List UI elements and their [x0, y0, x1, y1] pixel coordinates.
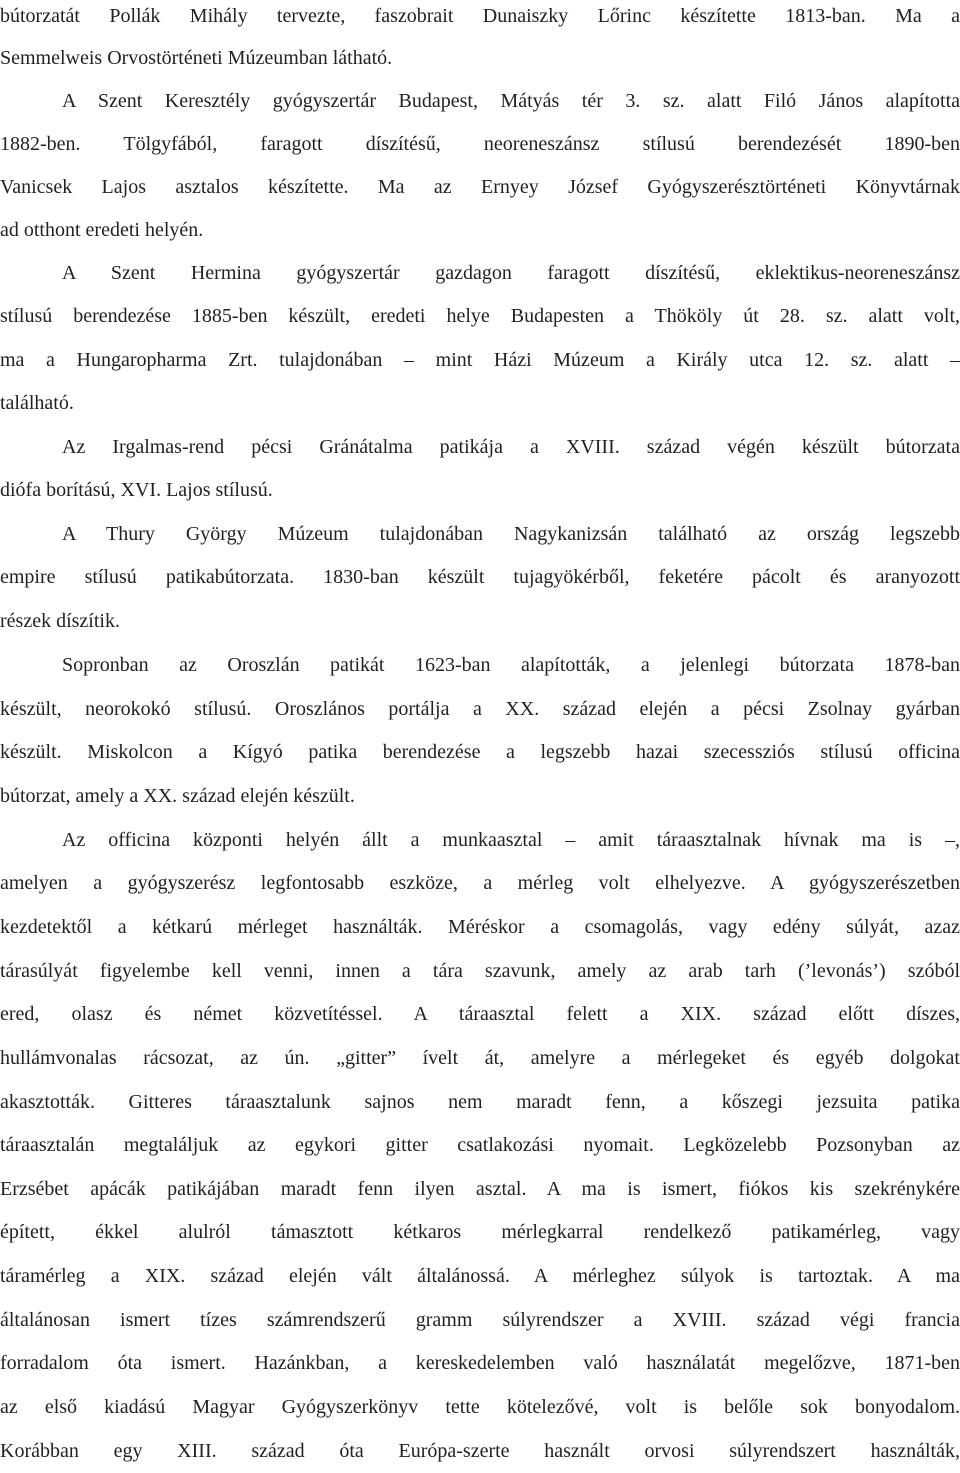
- text-line: táramérleg a XIX. század elején vált általánossá. A mérleghez súlyok is tartoztak. A ma: [0, 1265, 960, 1287]
- text-line: ad otthont eredeti helyén.: [0, 219, 204, 241]
- text-line: Sopronban az Oroszlán patikát 1623-ban alapították, a jelenlegi bútorzata 1878-ban: [62, 654, 960, 676]
- text-line: bútorzat, amely a XX. század elején készült.: [0, 785, 355, 807]
- text-line: épített, ékkel alulról támasztott kétkaros mérlegkarral rendelkező patikamérleg, vagy: [0, 1221, 960, 1243]
- text-line: stílusú berendezése 1885-ben készült, eredeti helye Budapesten a Thököly út 28. sz. alatt volt,: [0, 305, 960, 327]
- text-line: amelyen a gyógyszerész legfontosabb eszköze, a mérleg volt elhelyezve. A gyógyszerészetben: [0, 872, 960, 894]
- text-line: Semmelweis Orvostörténeti Múzeumban látható.: [0, 47, 393, 69]
- text-line: A Thury György Múzeum tulajdonában Nagykanizsán található az ország legszebb: [62, 523, 960, 545]
- text-line: diófa borítású, XVI. Lajos stílusú.: [0, 479, 273, 501]
- text-line: akasztották. Gitteres táraasztalunk sajnos nem maradt fenn, a kőszegi jezsuita patika: [0, 1091, 960, 1113]
- text-line: ma a Hungaropharma Zrt. tulajdonában – mint Házi Múzeum a Király utca 12. sz. alatt –: [0, 349, 960, 371]
- text-line: készült, neorokokó stílusú. Oroszlános portálja a XX. század elején a pécsi Zsolnay gyárban: [0, 698, 960, 720]
- text-line: készült. Miskolcon a Kígyó patika berendezése a legszebb hazai szecessziós stílusú officina: [0, 741, 960, 763]
- text-line: forradalom óta ismert. Hazánkban, a kereskedelemben való használatát megelőzve, 1871-ben: [0, 1352, 960, 1374]
- text-line: kezdetektől a kétkarú mérleget használták. Méréskor a csomagolás, vagy edény súlyát, azaz: [0, 916, 960, 938]
- text-line: tárasúlyát figyelembe kell venni, innen a tára szavunk, amely az arab tarh (’levonás’) szóból: [0, 960, 960, 982]
- text-line: általánosan ismert tízes számrendszerű gramm súlyrendszer a XVIII. század végi francia: [0, 1309, 960, 1331]
- text-line: Az Irgalmas-rend pécsi Gránátalma patikája a XVIII. század végén készült bútorzata: [62, 436, 960, 458]
- text-line: A Szent Hermina gyógyszertár gazdagon faragott díszítésű, eklektikus-neoreneszánsz: [62, 262, 960, 284]
- text-line: Korábban egy XIII. század óta Európa-szerte használt orvosi súlyrendszert használták,: [0, 1440, 960, 1462]
- text-line: Vanicsek Lajos asztalos készítette. Ma az Ernyey József Gyógyszerésztörténeti Könyvtárnak: [0, 176, 960, 198]
- text-line: található.: [0, 392, 74, 414]
- text-line: 1882-ben. Tölgyfából, faragott díszítésű, neoreneszánsz stílusú berendezését 1890-ben: [0, 133, 960, 155]
- text-line: Erzsébet apácák patikájában maradt fenn ilyen asztal. A ma is ismert, fiókos kis szekrénykére: [0, 1178, 960, 1200]
- text-line: hullámvonalas rácsozat, az ún. „gitter” ívelt át, amelyre a mérlegeket és egyéb dolgokat: [0, 1047, 960, 1069]
- text-line: bútorzatát Pollák Mihály tervezte, faszobrait Dunaiszky Lőrinc készítette 1813-ban. Ma a: [0, 5, 960, 27]
- text-line: empire stílusú patikabútorzata. 1830-ban készült tujagyökérből, feketére pácolt és aranyozott: [0, 566, 960, 588]
- text-line: Az officina központi helyén állt a munkaasztal – amit táraasztalnak hívnak ma is –,: [62, 829, 960, 851]
- text-line: táraasztalán megtaláljuk az egykori gitter csatlakozási nyomait. Legközelebb Pozsonyban az: [0, 1134, 960, 1156]
- text-line: ered, olasz és német közvetítéssel. A táraasztal felett a XIX. század előtt díszes,: [0, 1003, 960, 1025]
- text-line: A Szent Keresztély gyógyszertár Budapest, Mátyás tér 3. sz. alatt Filó János alapította: [62, 90, 960, 112]
- text-line: részek díszítik.: [0, 610, 120, 632]
- text-line: az első kiadású Magyar Gyógyszerkönyv tette kötelezővé, volt is belőle sok bonyodalom.: [0, 1396, 960, 1418]
